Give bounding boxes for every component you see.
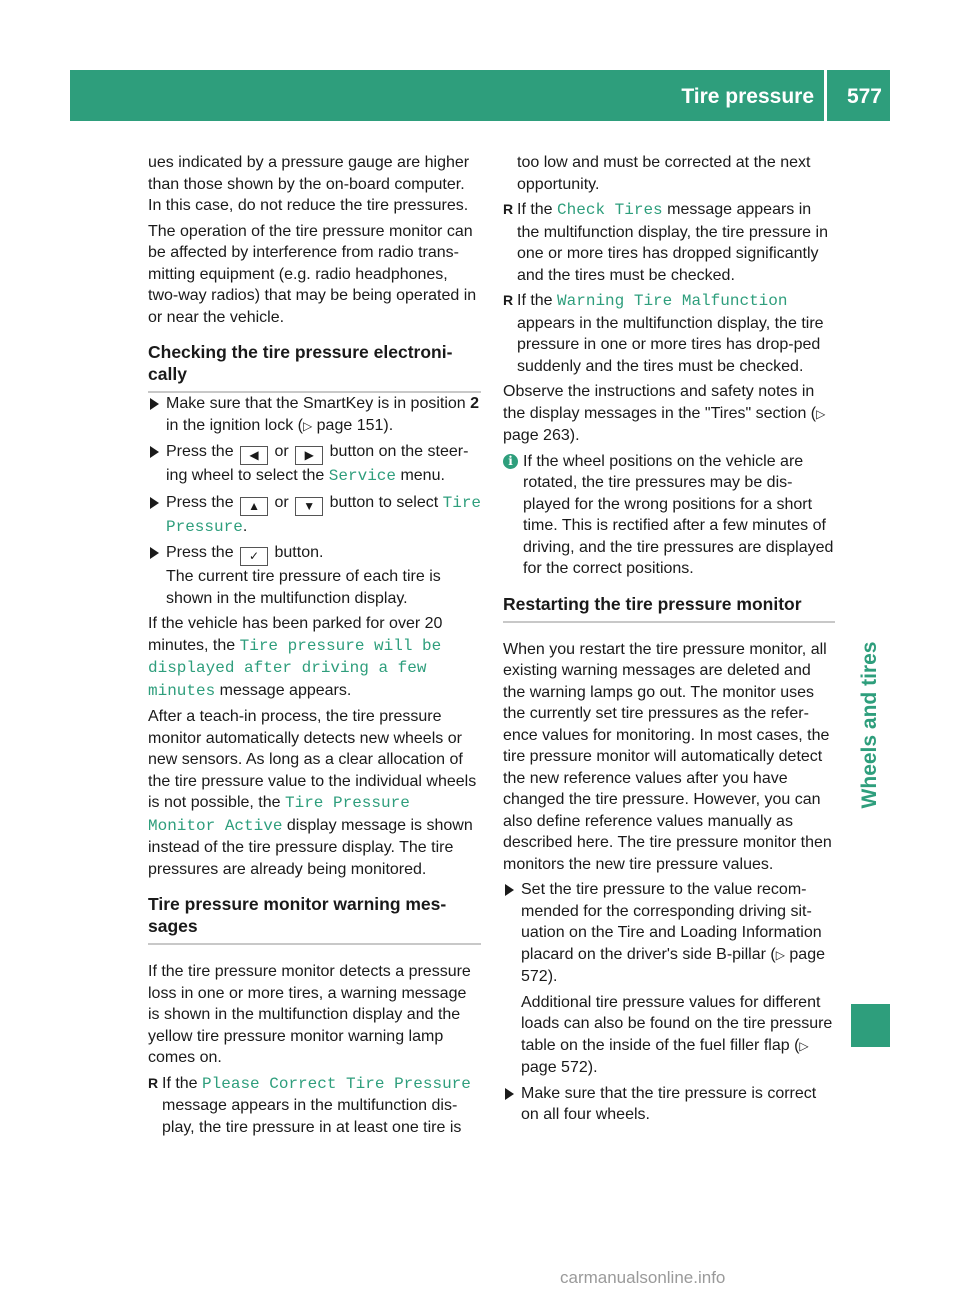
step-text: button on the steer-ing wheel to select the [166,443,469,484]
step-text: Make sure that the SmartKey is in position [166,395,466,412]
bullet-text: If the [162,1074,198,1092]
bullet-text: If the [517,201,553,218]
header-divider [824,70,827,121]
section-heading: Tire pressure monitor warning mes-sages [148,893,481,945]
bullet-text: If the [517,292,553,309]
step-text: Set the tire pressure to the value recom-mended for the corresponding driving sit-uation on the Tire and Loading Information placard on the driver's side B-pillar ( [521,881,822,963]
instruction-step [148,393,481,437]
display-message: Tire Pressure Monitor Active [148,794,410,835]
instruction-step [148,492,481,539]
paragraph-text: After a teach-in process, the tire pressure monitor automatically detects new wheels or new sensors. As long as a clear allocation of the tire pressure value to the individual wheels is not possible, the [148,708,477,811]
page-ref-icon: ▷ [816,406,826,421]
paragraph [148,706,481,880]
step-text: Press the [166,443,234,460]
paragraph [148,613,481,702]
step-text: Press the [166,544,234,561]
paragraph: ues indicated by a pressure gauge are higher than those shown by the on-board computer. In this case, do not reduce the tire pressures. [148,154,470,214]
bullet-item [503,199,835,286]
bullet-text: appears in the multifunction display, the tire pressure in one or more tires has drop-ped suddenly and the tires must be checked. [517,314,824,375]
display-message: Tire pressure will be displayed after driving a few minutes [148,636,442,700]
paragraph: too low and must be corrected at the next opportunity. [517,154,811,193]
page-reference[interactable]: page 263). [503,427,580,444]
info-text: If the wheel positions on the vehicle are rotated, the tire pressures may be dis-played for the wrong positions for a short time. This is rectified after a few minutes of driving, and the tire pressures are displayed for the correct positions. [523,452,834,577]
bullet-text: message appears in the multifunction dis-play, the tire pressure in at least one tire is [162,1097,462,1136]
step-text: Press the [166,493,234,511]
instruction-step [148,441,481,488]
display-message: Service [328,467,396,485]
section-heading: Restarting the tire pressure monitor [503,593,835,623]
page-reference[interactable]: page 572). [521,945,825,985]
paragraph-text: message appears. [219,681,352,699]
step-text: button. [274,544,324,561]
instruction-step [503,1083,835,1126]
bullet-text: message appears in the multifunction display, the tire pressure in one or more tires has dropped significantly and the tires must be checked. [517,201,828,284]
paragraph: If the tire pressure monitor detects a pressure loss in one or more tires, a warning message is shown in the multifunction display and the yellow tire pressure monitor warning lamp comes on. [148,963,471,1066]
display-message: Warning Tire Malfunction [557,292,788,310]
instruction-step [503,879,835,1079]
step-text: or [274,493,289,511]
display-message: Tire Pressure [166,493,482,536]
step-text: or [274,443,289,460]
chapter-marker [851,1004,890,1047]
up-arrow-key-icon: ▲ [240,497,268,516]
paragraph: When you restart the tire pressure monitor, all existing warning messages are deleted and the warning lamps go out. The monitor uses the currently set tire pressures as the refer-ence values for monitoring. In most cases, the tire pressure monitor will automatically detect the new reference values after you have changed the tire pressure. However, you can also define reference values manually as described here. The tire pressure monitor then monitors the new tire pressure values. [503,640,832,873]
chapter-label: Wheels and tires [858,641,881,809]
step-result: The current tire pressure of each tire is shown in the multifunction display. [166,568,441,607]
info-icon: i [503,454,518,469]
section-heading: Checking the tire pressure electroni-cally [148,341,481,393]
ok-key-icon: ✓ [240,547,268,566]
watermark: carmanualsonline.info [560,1268,726,1287]
paragraph-text: display message is shown instead of the tire pressure display. The tire pressures are already being monitored. [148,816,473,878]
down-arrow-key-icon: ▼ [295,497,323,516]
instruction-step [148,542,481,609]
left-arrow-key-icon: ◀ [240,446,268,465]
step-note [521,992,835,1079]
page-title: Tire pressure [681,85,814,108]
step-text: in the ignition lock ( [166,416,303,434]
right-column [503,152,835,1130]
bullet-item [148,1073,481,1139]
page-ref-icon: ▷ [775,947,785,962]
step-text: menu. [400,467,445,484]
step-text: button to select [329,493,439,511]
step-text: . [242,517,248,535]
step-text: Make sure that the tire pressure is correct on all four wheels. [521,1084,817,1123]
step-text: Additional tire pressure values for different loads can also be found on the tire pressure table on the inside of the fuel filler flap ( [521,993,833,1054]
page-ref-icon: ▷ [302,418,313,433]
info-note [503,451,835,580]
paragraph [503,381,835,447]
page-ref-icon: ▷ [799,1038,809,1053]
header-bar [70,70,890,121]
key-position: 2 [470,395,480,412]
left-column [148,152,481,1142]
display-message: Please Correct Tire Pressure [202,1074,471,1093]
paragraph-text: Observe the instructions and safety notes in the display messages in the "Tires" section ( [503,383,817,422]
page-number: 577 [846,85,882,108]
display-message: Check Tires [557,201,663,219]
page-reference[interactable]: page 151). [316,416,394,434]
paragraph-text: If the vehicle has been parked for over 20 minutes, the [148,615,443,654]
right-arrow-key-icon: ▶ [295,446,323,465]
page-reference[interactable]: page 572). [521,1059,598,1076]
paragraph: The operation of the tire pressure monitor can be affected by interference from radio trans-mitting equipment (e.g. radio headphones, two-way radios) that may be being operated in or near the vehicle. [148,222,477,326]
chapter-tab [851,575,890,875]
bullet-item [503,290,835,377]
